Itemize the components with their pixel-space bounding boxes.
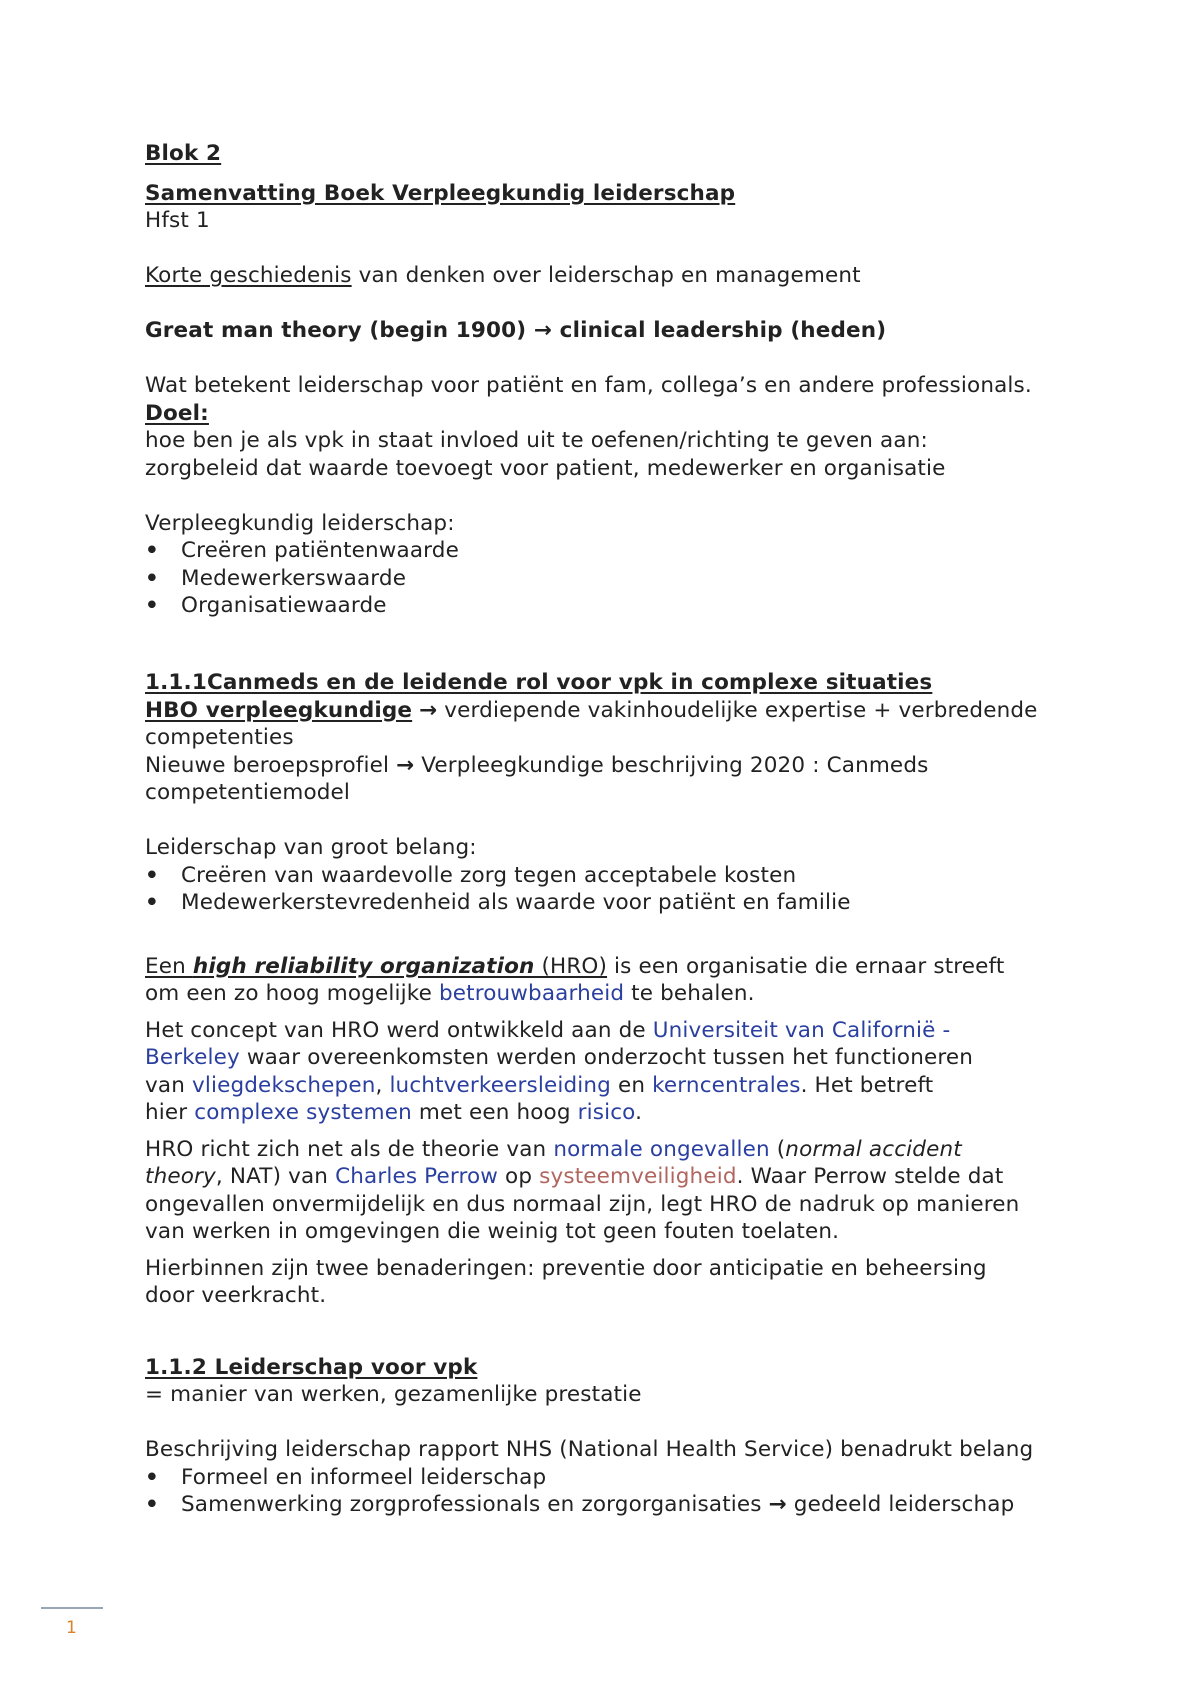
footer-divider — [41, 1607, 103, 1609]
hro-term-link[interactable]: high reliability organization — [192, 953, 535, 979]
theory-line: Great man theory (begin 1900) → clinical leadership (heden) — [145, 318, 887, 343]
section-1-1-2-definition: = manier van werken, gezamenlijke prestatie — [145, 1382, 642, 1407]
blok-heading: Blok 2 — [145, 141, 222, 166]
arrow-icon: → — [533, 318, 553, 343]
hbo-line-2: competenties — [145, 725, 294, 750]
kerncentrales-link[interactable]: kerncentrales — [652, 1072, 801, 1098]
list-item: • Medewerkerstevredenheid als waarde voor patiënt en familie — [145, 889, 1085, 917]
vl-heading: Verpleegkundig leiderschap: — [145, 510, 455, 536]
hbo-line: HBO verpleegkundige → verdiepende vakinhoudelijke expertise + verbredende — [145, 697, 1038, 723]
list-item: • Creëren patiëntenwaarde — [145, 537, 1085, 565]
list-item: • Samenwerking zorgprofessionals en zorgorganisaties → gedeeld leiderschap — [145, 1491, 1085, 1519]
meaning-line: Wat betekent leiderschap voor patiënt en fam, collega’s en andere professionals. — [145, 373, 1032, 398]
page-number: 1 — [66, 1618, 77, 1638]
universiteit-link[interactable]: Universiteit van Californië - — [652, 1017, 951, 1043]
hro-paragraph-4: Hierbinnen zijn twee benaderingen: preventie door anticipatie en beheersing door veerkracht. — [145, 1255, 987, 1308]
arrow-icon: → — [768, 1492, 787, 1517]
section-1-1-2-title: 1.1.2 Leiderschap voor vpk — [145, 1354, 478, 1380]
list-item: • Creëren van waardevolle zorg tegen acceptabele kosten — [145, 862, 1085, 890]
luchtverkeersleiding-link[interactable]: luchtverkeersleiding — [389, 1072, 611, 1098]
doel-line-1: hoe ben je als vpk in staat invloed uit te oefenen/richting te geven aan: — [145, 428, 928, 453]
document-page — [145, 140, 1085, 1519]
profiel-line: Nieuwe beroepsprofiel → Verpleegkundige beschrijving 2020 : Canmeds — [145, 752, 929, 778]
doel-line-2: zorgbeleid dat waarde toevoegt voor patient, medewerker en organisatie — [145, 455, 946, 481]
section-1-1-1-title: 1.1.1Canmeds en de leidende rol voor vpk in complexe situaties — [145, 670, 933, 695]
hro-paragraph-1: Een high reliability organization (HRO) is een organisatie die ernaar streeft om een zo hoog mogelijke betrouwbaarheid te behalen. — [145, 953, 1005, 1006]
charles-perrow-link[interactable]: Charles Perrow — [335, 1164, 499, 1189]
hro-paragraph-2: Het concept van HRO werd ontwikkeld aan de Universiteit van Californië - Berkeley waar overeenkomsten werden onderzocht tussen het functioneren van vliegdekschepen, luchtverkeersleiding en kerncentrales. Het betreft hier complexe systemen met een hoog risico. — [145, 1017, 974, 1125]
arrow-icon: → — [396, 752, 415, 778]
risico-link[interactable]: risico — [577, 1100, 636, 1125]
list-item: • Formeel en informeel leiderschap — [145, 1464, 1085, 1492]
arrow-icon: → — [419, 697, 438, 723]
profiel-line-2: competentiemodel — [145, 780, 351, 805]
vl-list — [145, 537, 1085, 620]
nhs-line: Beschrijving leiderschap rapport NHS (National Health Service) benadrukt belang — [145, 1437, 1034, 1462]
document-title: Samenvatting Boek Verpleegkundig leiderschap — [145, 180, 736, 206]
hro-paragraph-3: HRO richt zich net als de theorie van normale ongevallen (normal accident theory, NAT) van Charles Perrow op systeemveiligheid. Waar Perrow stelde dat ongevallen onvermijdelijk en dus normaal zijn, legt HRO de nadruk op manieren van werken in omgevingen die weinig tot geen fouten toelaten. — [145, 1136, 1020, 1244]
chapter-label: Hfst 1 — [145, 208, 210, 233]
vliegdekschepen-link[interactable]: vliegdekschepen — [191, 1072, 376, 1098]
betrouwbaarheid-link[interactable]: betrouwbaarheid — [438, 981, 625, 1006]
list-item: • Medewerkerswaarde — [145, 565, 1085, 593]
doel-label: Doel: — [145, 400, 209, 426]
systeemveiligheid-link[interactable]: systeemveiligheid — [539, 1164, 737, 1189]
belang-heading: Leiderschap van groot belang: — [145, 835, 477, 860]
berkeley-link[interactable]: Berkeley — [145, 1045, 240, 1070]
history-line: Korte geschiedenis van denken over leiderschap en management — [145, 263, 861, 288]
belang-list — [145, 862, 1085, 917]
complexe-systemen-link[interactable]: complexe systemen — [194, 1100, 412, 1125]
list-item: • Organisatiewaarde — [145, 592, 1085, 620]
normale-ongevallen-link[interactable]: normale ongevallen — [553, 1136, 770, 1162]
nhs-list — [145, 1464, 1085, 1519]
